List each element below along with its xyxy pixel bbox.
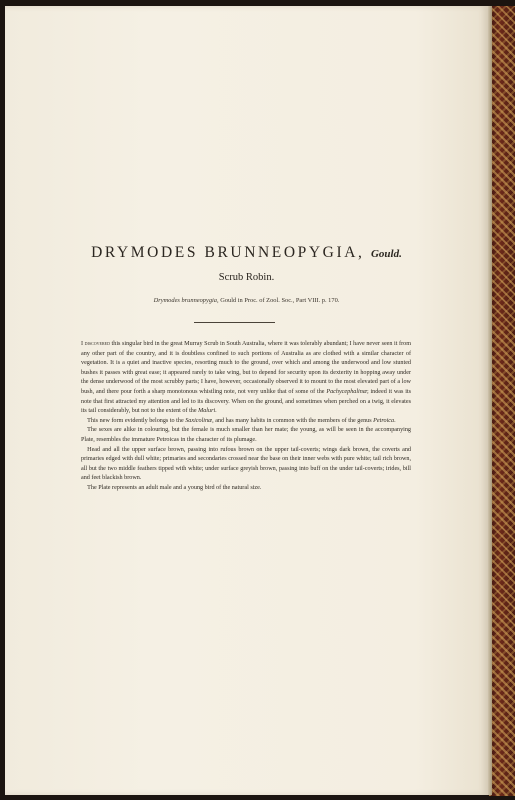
body-text [81, 340, 411, 494]
italic-term: Pachycephalinæ [326, 388, 367, 395]
paragraph-text: This new form evidently belongs to the [87, 417, 186, 424]
paragraph-text: this singular bird in the great Murray Scrub in South Australia, where it was tolerably abundant; I have never seen it from any other part of the country, and it is doubtless confined to such portions of Australia as are clothed with a similar character of vegetation. It is a quiet and inactive species, resorting much to the ground, over which and among the underwood and low stunted bushes it passes with great ease; it appeared rarely to take wing, but to depend for security upon its dexterity in hopping away under the dense underwood of the most scrubby parts; I have, however, occasionally observed it to mount to the most elevated part of a low bush, and there pour forth a sharp monotonous whistling note, not very unlike that of some of the [81, 341, 411, 395]
paragraph-3 [81, 426, 411, 445]
paragraph-text: Head and all the upper surface brown, passing into rufous brown on the upper tail-coverts; wings dark brown, the coverts and primaries edged with dull white; primaries and secondaries crossed near the base on their inner webs with pure white; tail rich brown, all but the two middle feathers tipped with white; under surface greyish brown, passing into buff on the under tail-coverts; irides, bill and feet blackish brown. [81, 446, 411, 482]
citation-name: Drymodes brunneopygia, [153, 297, 219, 304]
italic-term: Saxicolinæ [185, 417, 213, 424]
paragraph-text: , and has many habits in common with the members of the genus [212, 417, 374, 424]
page-title [5, 244, 488, 262]
paragraph-text: . [394, 417, 396, 424]
book-page [5, 6, 488, 795]
paragraph-text: ; indeed it was its note that first attracted my attention and led to its discovery. When on the ground, and sometimes when perched on a twig, it elevates its tail considerably, but not to the extent of the [81, 388, 411, 415]
paragraph-1 [81, 340, 411, 417]
citation [5, 297, 488, 304]
page-edge [488, 6, 492, 795]
divider-rule [194, 322, 275, 323]
paragraph-lead: I discovered [81, 341, 110, 347]
italic-term: Maluri [198, 408, 216, 415]
paragraph-text: The Plate represents an adult male and a young bird of the natural size. [87, 484, 262, 491]
common-name: Scrub Robin. [218, 272, 275, 283]
species-name: DRYMODES BRUNNEOPYGIA, [91, 244, 365, 261]
italic-term: Petroica [373, 417, 395, 424]
paragraph-text: . [215, 408, 217, 415]
paragraph-2 [81, 417, 411, 427]
title-authority: Gould. [370, 248, 402, 260]
book-binding-edge [489, 6, 515, 796]
citation-reference: Gould in Proc. of Zool. Soc., Part VIII. p. 170. [220, 297, 340, 304]
paragraph-4 [81, 446, 411, 484]
paragraph-5 [81, 484, 411, 494]
paragraph-text: The sexes are alike in colouring, but the female is much smaller than her mate; the young, as will be seen in the accompanying Plate, resembles the immature Petroicas in the character of its plumage. [81, 427, 411, 443]
